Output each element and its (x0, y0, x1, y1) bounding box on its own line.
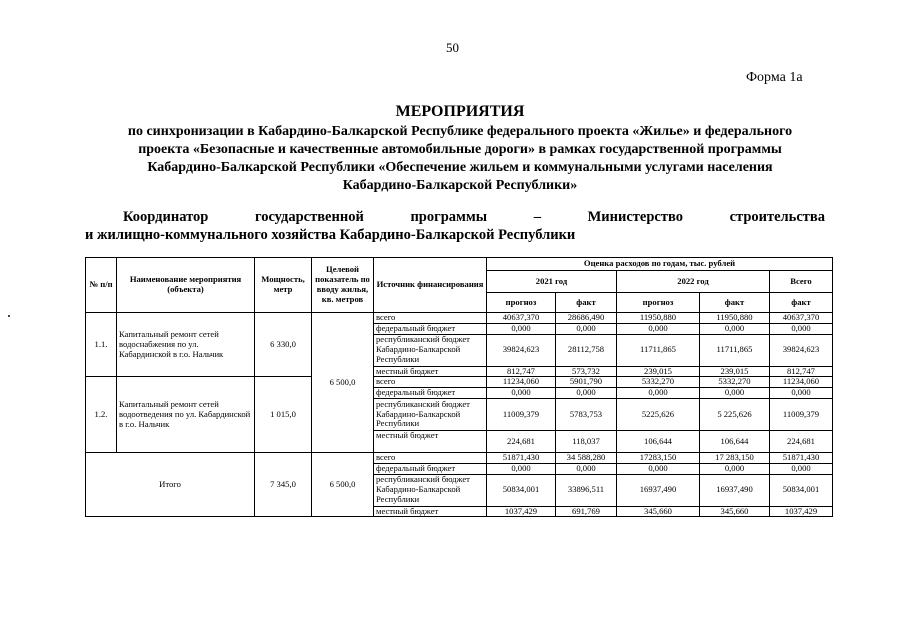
header-year-2022: 2022 год (617, 271, 770, 293)
value-cell: 33896,511 (556, 474, 617, 506)
header-total: Всего (770, 271, 833, 293)
subtitle-line: проекта «Безопасные и качественные автомобильные дороги» в рамках государственной программы (138, 142, 782, 157)
source-federal: федеральный бюджет (374, 388, 487, 399)
value-cell: 0,000 (617, 463, 700, 474)
value-cell: 11950,880 (617, 313, 700, 324)
coordinator-line-1 (85, 208, 825, 226)
value-cell: 345,660 (700, 506, 770, 517)
value-cell: 17 283,150 (700, 452, 770, 463)
table-row (86, 452, 833, 463)
coordinator-word: программы (410, 209, 488, 225)
total-power: 7 345,0 (255, 452, 312, 516)
total-target: 6 500,0 (312, 452, 374, 516)
row-power: 6 330,0 (255, 313, 312, 377)
source-total: всего (374, 452, 487, 463)
source-republic: республиканский бюджет Кабардино-Балкарской Республики (374, 334, 487, 366)
value-cell: 0,000 (700, 388, 770, 399)
value-cell: 50834,001 (487, 474, 556, 506)
value-cell: 50834,001 (770, 474, 833, 506)
value-cell: 345,660 (617, 506, 700, 517)
value-cell: 28686,490 (556, 313, 617, 324)
value-cell: 11009,379 (487, 398, 556, 430)
value-cell: 11234,060 (487, 377, 556, 388)
value-cell: 5783,753 (556, 398, 617, 430)
subtitle-line: по синхронизации в Кабардино-Балкарской Республике федерального проекта «Жилье» и федерального (127, 124, 793, 139)
coordinator-word: Министерство (587, 209, 683, 225)
header-forecast-2021: прогноз (487, 293, 556, 313)
value-cell: 5332,270 (700, 377, 770, 388)
document-title: МЕРОПРИЯТИЯ (395, 103, 525, 120)
value-cell: 28112,758 (556, 334, 617, 366)
header-fact-2022: факт (700, 293, 770, 313)
coordinator-word: государственной (254, 209, 364, 225)
value-cell: 11711,865 (617, 334, 700, 366)
value-cell: 51871,430 (487, 452, 556, 463)
source-federal: федеральный бюджет (374, 463, 487, 474)
value-cell: 106,644 (617, 430, 700, 452)
expenses-table (85, 257, 833, 517)
value-cell: 39824,623 (770, 334, 833, 366)
coordinator-word: Координатор (123, 209, 209, 225)
value-cell: 0,000 (770, 323, 833, 334)
source-total: всего (374, 313, 487, 324)
value-cell: 106,644 (700, 430, 770, 452)
value-cell: 5901,790 (556, 377, 617, 388)
value-cell: 239,015 (700, 366, 770, 377)
value-cell: 691,769 (556, 506, 617, 517)
scan-artifact-dot (8, 315, 10, 317)
table-row (86, 313, 833, 324)
value-cell: 0,000 (770, 388, 833, 399)
header-forecast-2022: прогноз (617, 293, 700, 313)
value-cell: 0,000 (487, 323, 556, 334)
row-power: 1 015,0 (255, 377, 312, 453)
source-federal: федеральный бюджет (374, 323, 487, 334)
value-cell: 16937,490 (617, 474, 700, 506)
value-cell: 40637,370 (770, 313, 833, 324)
source-local: местный бюджет (374, 430, 487, 452)
value-cell: 1037,429 (770, 506, 833, 517)
value-cell: 0,000 (770, 463, 833, 474)
header-name: Наименование мероприятия (объекта) (117, 258, 255, 313)
value-cell: 34 588,280 (556, 452, 617, 463)
source-republic: республиканский бюджет Кабардино-Балкарской Республики (374, 474, 487, 506)
document-subtitle (60, 123, 860, 195)
row-num: 1.2. (86, 377, 117, 453)
source-republic: республиканский бюджет Кабардино-Балкарской Республики (374, 398, 487, 430)
value-cell: 118,037 (556, 430, 617, 452)
subtitle-line: Кабардино-Балкарской Республики «Обеспечение жильем и коммунальными услугами населения (147, 160, 773, 175)
value-cell: 1037,429 (487, 506, 556, 517)
value-cell: 5225,626 (617, 398, 700, 430)
header-power: Мощность, метр (255, 258, 312, 313)
value-cell: 16937,490 (700, 474, 770, 506)
value-cell: 0,000 (617, 388, 700, 399)
row-name: Капитальный ремонт сетей водоснабжения по ул. Кабардинской в г.о. Нальчик (117, 313, 255, 377)
header-num: № п/п (86, 258, 117, 313)
coordinator-line-2: и жилищно-коммунального хозяйства Кабардино-Балкарской Республики (85, 227, 576, 243)
value-cell: 11950,880 (700, 313, 770, 324)
value-cell: 17283,150 (617, 452, 700, 463)
source-total: всего (374, 377, 487, 388)
value-cell: 573,732 (556, 366, 617, 377)
source-local: местный бюджет (374, 366, 487, 377)
value-cell: 0,000 (700, 323, 770, 334)
header-year-2021: 2021 год (487, 271, 617, 293)
total-label: Итого (86, 452, 255, 516)
value-cell: 0,000 (556, 463, 617, 474)
table-row (86, 377, 833, 388)
value-cell: 224,681 (770, 430, 833, 452)
value-cell: 11009,379 (770, 398, 833, 430)
value-cell: 0,000 (556, 388, 617, 399)
value-cell: 0,000 (556, 323, 617, 334)
value-cell: 0,000 (700, 463, 770, 474)
value-cell: 0,000 (487, 463, 556, 474)
value-cell: 0,000 (487, 388, 556, 399)
header-fact-total: факт (770, 293, 833, 313)
source-local: местный бюджет (374, 506, 487, 517)
form-label: Форма 1а (746, 70, 803, 85)
value-cell: 39824,623 (487, 334, 556, 366)
value-cell: 11711,865 (700, 334, 770, 366)
title-block (60, 102, 860, 195)
header-fact-2021: факт (556, 293, 617, 313)
row-num: 1.1. (86, 313, 117, 377)
value-cell: 51871,430 (770, 452, 833, 463)
row-target: 6 500,0 (312, 313, 374, 453)
value-cell: 0,000 (617, 323, 700, 334)
header-target: Целевой показатель по вводу жилья, кв. метров (312, 258, 374, 313)
header-source: Источник финансирования (374, 258, 487, 313)
coordinator-word: строительства (729, 209, 825, 225)
header-estimate: Оценка расходов по годам, тыс. рублей (487, 258, 833, 271)
value-cell: 11234,060 (770, 377, 833, 388)
coordinator-paragraph (85, 208, 825, 244)
value-cell: 812,747 (770, 366, 833, 377)
value-cell: 40637,370 (487, 313, 556, 324)
row-name: Капитальный ремонт сетей водоотведения по ул. Кабардинской в г.о. Нальчик (117, 377, 255, 453)
value-cell: 224,681 (487, 430, 556, 452)
value-cell: 5 225,626 (700, 398, 770, 430)
subtitle-line: Кабардино-Балкарской Республики» (342, 178, 578, 193)
coordinator-word: – (533, 209, 541, 225)
value-cell: 239,015 (617, 366, 700, 377)
value-cell: 5332,270 (617, 377, 700, 388)
value-cell: 812,747 (487, 366, 556, 377)
page-number: 50 (446, 40, 459, 55)
